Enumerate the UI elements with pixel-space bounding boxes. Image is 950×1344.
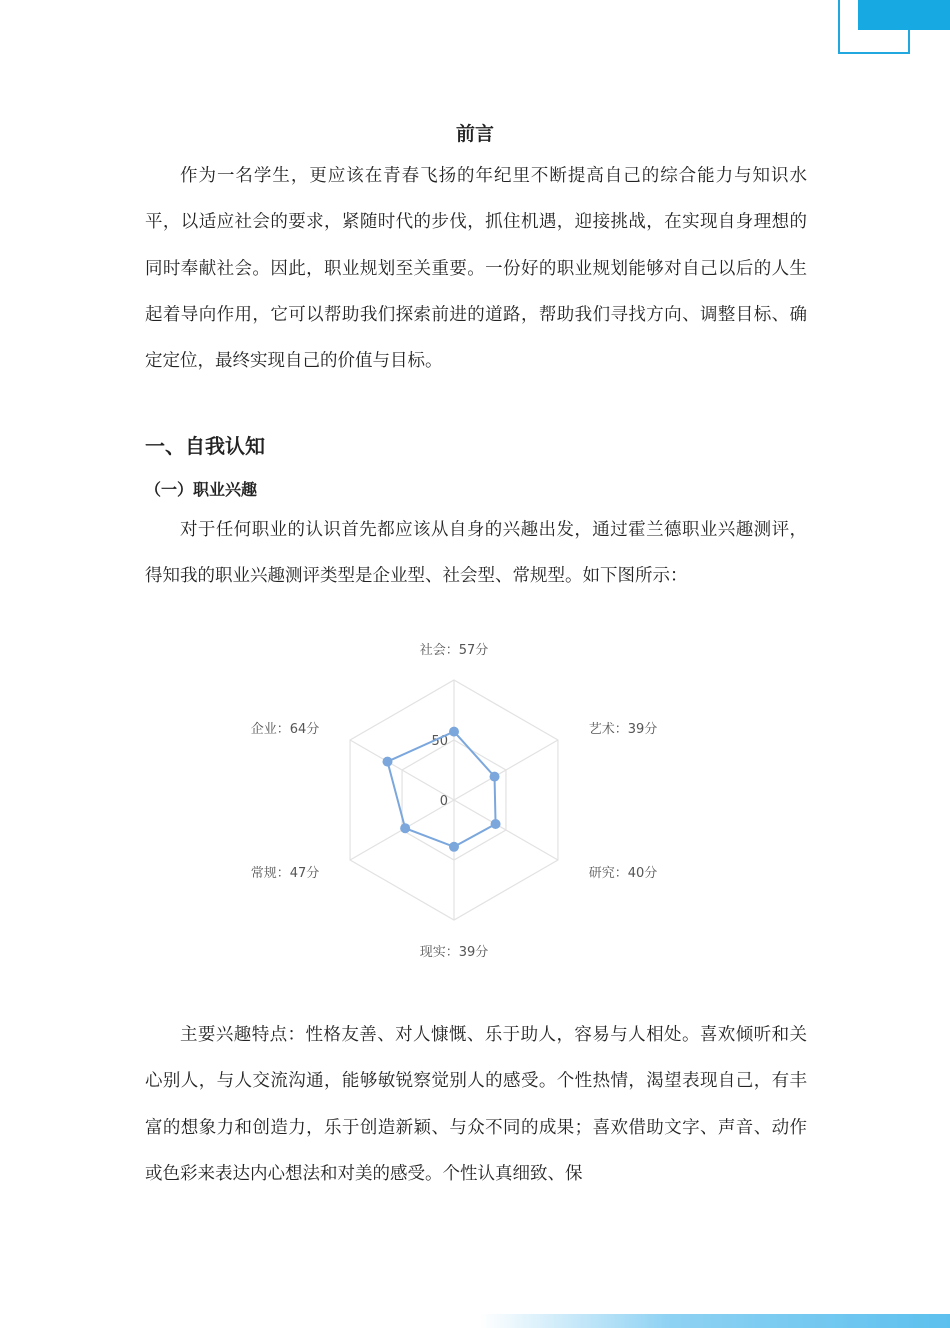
preface-paragraph: 作为一名学生，更应该在青春飞扬的年纪里不断提高自己的综合能力与知识水平，以适应社会的要求，紧随时代的步伐，抓住机遇，迎接挑战，在实现自身理想的同时奉献社会。因此，职业规划至关重要。一份好的职业规划能够对自己以后的人生起着导向作用，它可以帮助我们探索前进的道路，帮助我们寻找方向、调整目标、确定定位，最终实现自己的价值与目标。	[145, 166, 807, 372]
radar-data-point	[449, 727, 459, 737]
radar-data-point	[400, 823, 410, 833]
traits-paragraph: 主要兴趣特点：性格友善、对人慷慨、乐于助人，容易与人相处。喜欢倾听和关心别人，与人交流沟通，能够敏锐察觉别人的感受。个性热情，渴望表现自己，有丰富的想象力和创造力，乐于创造新颖、与众不同的成果；喜欢借助文字、声音、动作或色彩来表达内心想法和对美的感受。个性认真细致、保	[145, 1025, 807, 1184]
radar-data-point	[382, 757, 392, 767]
radar-chart-svg	[234, 609, 684, 984]
radar-tick-label: 50	[431, 734, 448, 749]
corner-decoration-fill	[858, 0, 950, 30]
radar-category-label: 企业：64分	[250, 722, 320, 737]
radar-category-label: 研究：40分	[588, 866, 658, 881]
subsection-heading: （一）职业兴趣	[145, 480, 258, 499]
footer-decoration-bar	[480, 1314, 950, 1328]
radar-category-label: 常规：47分	[250, 866, 320, 881]
radar-chart	[234, 609, 684, 984]
radar-data-point	[449, 842, 459, 852]
radar-category-label: 艺术：39分	[588, 722, 658, 737]
section-heading: 一、自我认知	[145, 434, 265, 458]
radar-category-label: 社会：57分	[419, 643, 489, 658]
radar-tick-label: 0	[439, 794, 448, 809]
radar-category-label: 现实：39分	[419, 945, 489, 960]
page-title: 前言	[455, 123, 494, 145]
radar-data-point	[491, 819, 501, 829]
intro-paragraph: 对于任何职业的认识首先都应该从自身的兴趣出发，通过霍兰德职业兴趣测评，得知我的职业兴趣测评类型是企业型、社会型、常规型。如下图所示：	[145, 520, 807, 587]
radar-data-point	[490, 772, 500, 782]
